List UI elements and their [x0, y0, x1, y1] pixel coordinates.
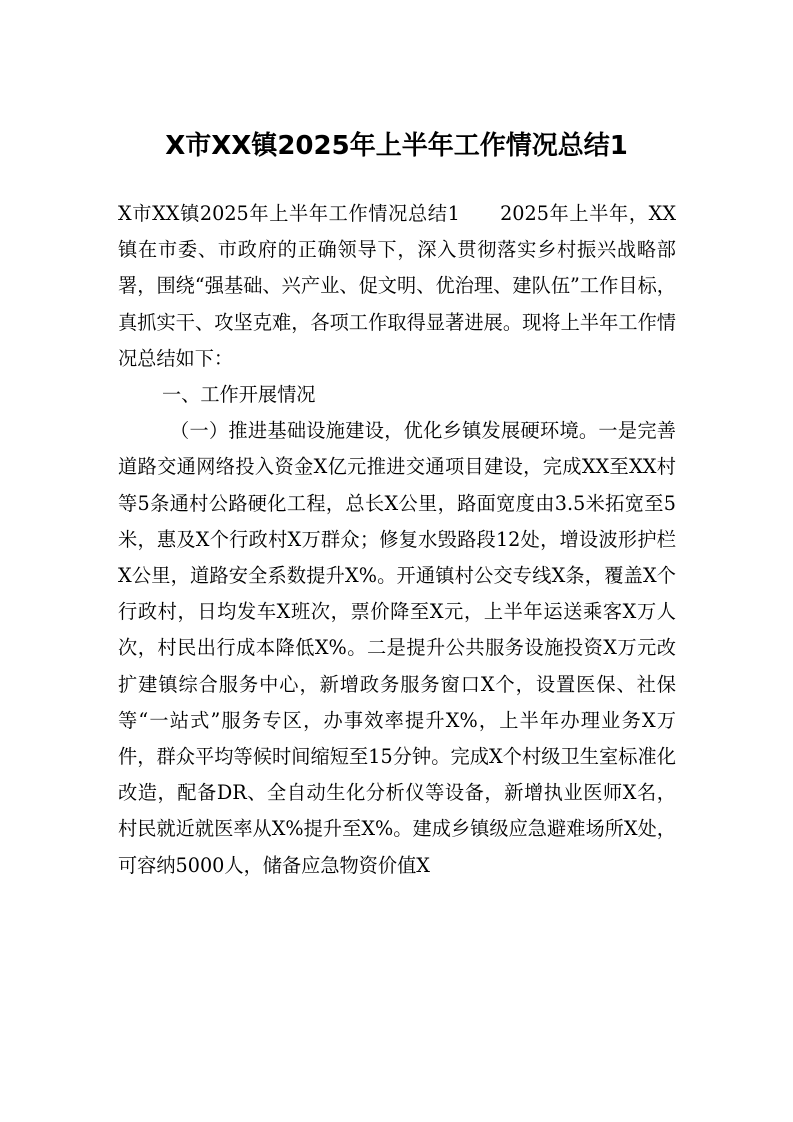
section-heading: 一、工作开展情况: [162, 383, 316, 407]
page-title: X市XX镇2025年上半年工作情况总结1: [165, 131, 628, 161]
document-body: [118, 196, 676, 884]
body-paragraph: （一）推进基础设施建设，优化乡镇发展硬环境。一是完善道路交通网络投入资金X亿元推进交通项目建设，完成XX至XX村等5条通村公路硬化工程，总长X公里，路面宽度由3.5米拓宽至5米，惠及X个行政村X万群众；修复水毁路段12处，增设波形护栏X公里，道路安全系数提升X%。开通镇村公交专线X条，覆盖X个行政村，日均发车X班次，票价降至X元，上半年运送乘客X万人次，村民出行成本降低X%。二是提升公共服务设施投资X万元改扩建镇综合服务中心，新增政务服务窗口X个，设置医保、社保等“一站式”服务专区，办事效率提升X%，上半年办理业务X万件，群众平均等候时间缩短至15分钟。完成X个村级卫生室标准化改造，配备DR、全自动生化分析仪等设备，新增执业医师X名，村民就近就医率从X%提升至X%。建成乡镇级应急避难场所X处，可容纳5000人，储备应急物资价值X: [118, 419, 676, 877]
intro-paragraph: X市XX镇2025年上半年工作情况总结1 2025年上半年，XX镇在市委、市政府的正确领导下，深入贯彻落实乡村振兴战略部署，围绕“强基础、兴产业、促文明、优治理、建队伍”工作目标，真抓实干、攻坚克难，各项工作取得显著进展。现将上半年工作情况总结如下：: [118, 202, 676, 370]
